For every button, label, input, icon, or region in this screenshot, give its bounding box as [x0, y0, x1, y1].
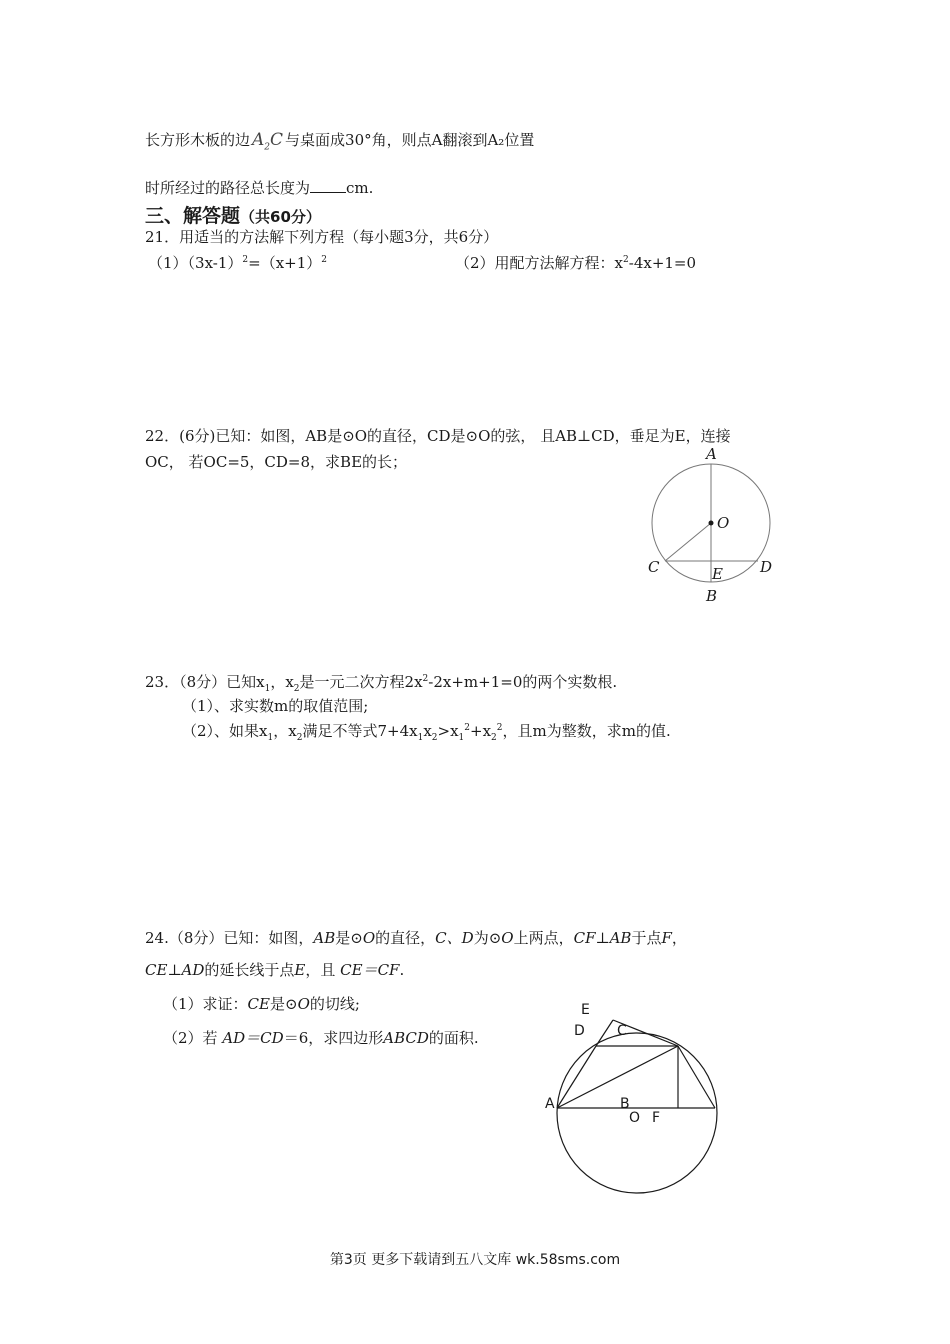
line-ad — [557, 1046, 596, 1108]
q21-part2: （2）用配方法解方程：$x^2-4x+1=0$ — [455, 254, 697, 272]
radius-oc — [665, 523, 711, 561]
label-e: E — [581, 1002, 590, 1018]
q22-line-1: 22．(6分)已知：如图，AB是⊙O的直径，CD是⊙O的弦， 且AB⊥CD，垂足为E，连接 — [145, 427, 731, 445]
section-heading — [145, 201, 321, 228]
intro-text: cm. — [346, 179, 374, 197]
q24-line-1: 24.（8分）已知：如图，AB是⊙O的直径，C、D为⊙O上两点，CF⊥AB于点F， — [145, 929, 687, 947]
label-d: D — [574, 1023, 585, 1039]
intro-text: 长方形木板的边 — [145, 131, 251, 149]
q21-part1: $(1)(3x-1)^2=(x+1)^2$ — [148, 254, 328, 272]
intro-text: 与桌面成30°角，则点A翻滚到A₂位置 — [285, 131, 535, 149]
label-b: B — [706, 587, 718, 605]
intro-line-2 — [145, 178, 373, 198]
page-footer: 第3页 更多下载请到五八文库 wk.58sms.com — [329, 1252, 621, 1268]
q23-line-3: （2）、如果$x_1$，$x_2$满足不等式$7+4x_1x_2>x_1^2+x_2^2$，且m为整数，求m的值. — [182, 722, 671, 743]
section-points: （共60分） — [240, 208, 321, 226]
label-c: C — [648, 558, 660, 576]
label-d: D — [760, 558, 773, 576]
label-a: A — [545, 1096, 555, 1112]
label-a: A — [706, 445, 717, 463]
intro-text: 时所经过的路径总长度为 — [145, 179, 311, 197]
q22-line-2: OC， 若OC=5，CD=8，求BE的长； — [145, 453, 408, 471]
label-f: F — [652, 1110, 661, 1126]
q21-stem: 21．用适当的方法解下列方程（每小题3分，共6分） — [145, 228, 499, 246]
section-title: 三、解答题 — [145, 205, 241, 227]
q22-circle-figure — [640, 443, 800, 608]
center-dot — [709, 521, 714, 526]
q24-part-2: （2）若 AD＝CD＝6，求四边形ABCD的面积. — [163, 1029, 479, 1047]
edge-label: $A_2C$ — [252, 130, 284, 153]
label-e: E — [712, 565, 723, 583]
q24-part-1: （1）求证：CE是⊙O的切线; — [163, 995, 360, 1013]
intro-line-1 — [145, 130, 535, 153]
answer-blank — [310, 178, 346, 193]
q24-circle-figure — [535, 995, 735, 1215]
label-o: O — [717, 514, 730, 532]
q23-line-1: 23．（8分）已知$x_1$，$x_2$是一元二次方程$2x^2-2x+m+1=0$的两个实数根. — [145, 673, 618, 694]
q23-line-2: （1）、求实数m的取值范围; — [182, 697, 369, 715]
label-c: C — [617, 1023, 627, 1039]
line-cb — [678, 1046, 715, 1108]
q24-line-2: CE⊥AD的延长线于点E，且 CE＝CF. — [145, 961, 405, 979]
line-de — [596, 1020, 613, 1046]
line-ac — [557, 1046, 678, 1108]
label-o: O — [629, 1110, 641, 1126]
label-b: B — [620, 1096, 630, 1112]
